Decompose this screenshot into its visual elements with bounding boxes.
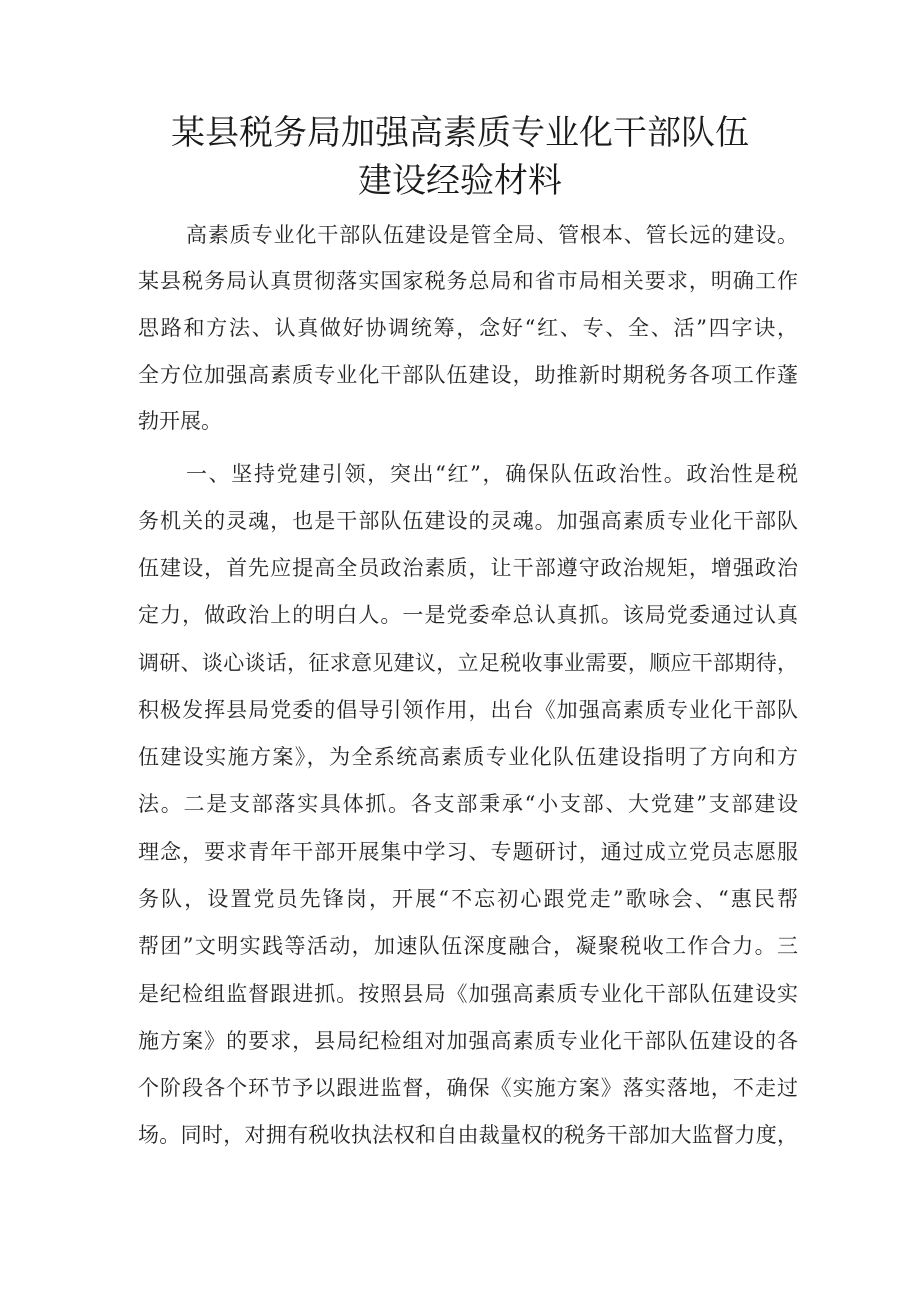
document-title-line-1: 某县税务局加强高素质专业化干部队伍 — [171, 113, 749, 153]
paragraph-line: 勃开展。 — [138, 409, 222, 433]
paragraph-line: 某县税务局认真贯彻落实国家税务总局和省市局相关要求，明确工作 — [138, 269, 798, 293]
document-title-line-2: 建设经验材料 — [358, 161, 562, 201]
paragraph-line: 高素质专业化干部队伍建设是管全局、管根本、管长远的建设。 — [186, 223, 798, 247]
paragraph-line: 法。二是支部落实具体抓。各支部秉承“小支部、大党建”支部建设 — [138, 792, 798, 816]
paragraph-line: 务机关的灵魂，也是干部队伍建设的灵魂。加强高素质专业化干部队 — [138, 509, 798, 533]
paragraph-line: 施方案》的要求，县局纪检组对加强高素质专业化干部队伍建设的各 — [138, 1029, 798, 1053]
paragraph-line: 调研、谈心谈话，征求意见建议，立足税收事业需要，顺应干部期待， — [138, 651, 798, 675]
paragraph-line: 积极发挥县局党委的倡导引领作用，出台《加强高素质专业化干部队 — [138, 698, 798, 722]
paragraph-line: 一、坚持党建引领，突出“红”，确保队伍政治性。政治性是税 — [186, 462, 798, 486]
paragraph-line: 理念，要求青年干部开展集中学习、专题研讨，通过成立党员志愿服 — [138, 840, 798, 864]
paragraph-line: 场。同时，对拥有税收执法权和自由裁量权的税务干部加大监督力度， — [138, 1123, 798, 1147]
paragraph-line: 定力，做政治上的明白人。一是党委牵总认真抓。该局党委通过认真 — [138, 603, 798, 627]
paragraph-line: 伍建设实施方案》，为全系统高素质专业化队伍建设指明了方向和方 — [138, 745, 798, 769]
paragraph-line: 务队，设置党员先锋岗，开展“不忘初心跟党走”歌咏会、“惠民帮 — [138, 887, 798, 911]
paragraph-line: 全方位加强高素质专业化干部队伍建设，助推新时期税务各项工作蓬 — [138, 363, 798, 387]
paragraph-line: 帮团”文明实践等活动，加速队伍深度融合，凝聚税收工作合力。三 — [138, 934, 798, 958]
paragraph-line: 是纪检组监督跟进抓。按照县局《加强高素质专业化干部队伍建设实 — [138, 982, 798, 1006]
paragraph-line: 伍建设，首先应提高全员政治素质，让干部遵守政治规矩，增强政治 — [138, 556, 798, 580]
paragraph-line: 思路和方法、认真做好协调统筹，念好“红、专、全、活”四字诀， — [138, 316, 798, 340]
paragraph-line: 个阶段各个环节予以跟进监督，确保《实施方案》落实落地，不走过 — [138, 1076, 798, 1100]
